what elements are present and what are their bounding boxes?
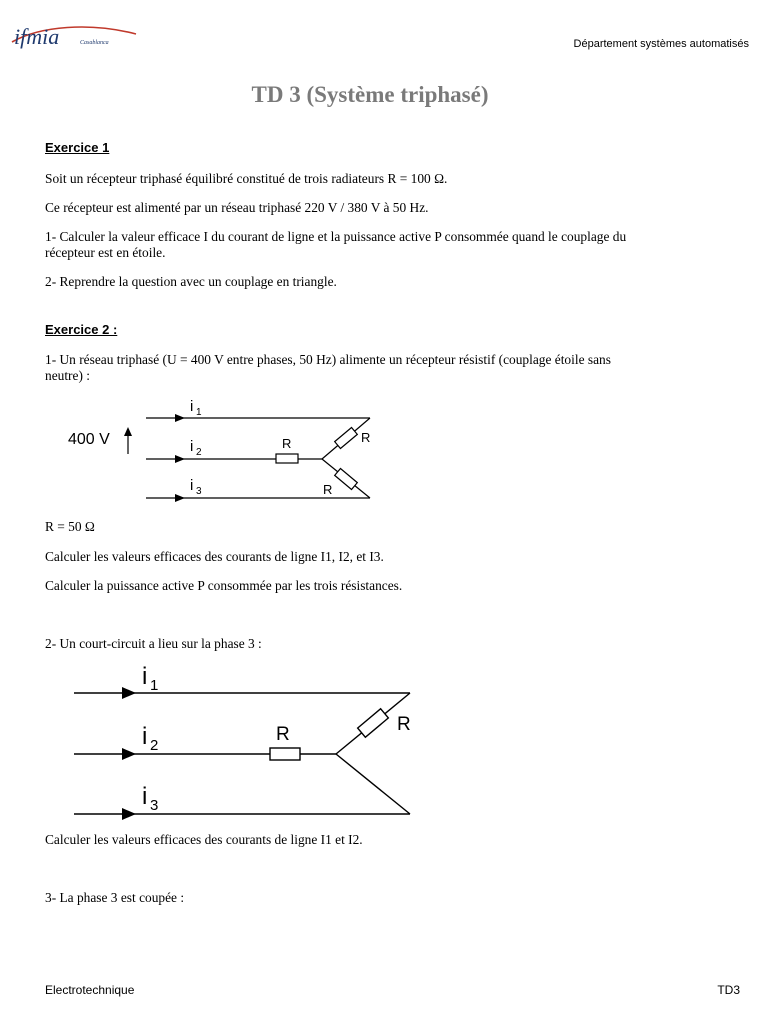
sc-resistor-top-label: R xyxy=(397,714,411,735)
footer-course: Electrotechnique xyxy=(45,983,135,997)
circuit-diagram-short-circuit xyxy=(70,658,430,820)
arrow-phase-3 xyxy=(175,494,185,502)
sc-current-i2-sub: 2 xyxy=(150,737,159,754)
sc-current-i1-sub: 1 xyxy=(150,677,159,694)
exercise2-currents2: Calculer les valeurs efficaces des courants de ligne I1 et I2. xyxy=(45,832,363,847)
exercise1-heading: Exercice 1 xyxy=(45,140,110,155)
resistor-top xyxy=(335,427,358,448)
exercise2-currents: Calculer les valeurs efficaces des courants de ligne I1, I2, et I3. xyxy=(45,549,384,564)
exercise1-q1-line2: récepteur est en étoile. xyxy=(45,245,166,260)
voltage-label: 400 V xyxy=(68,431,110,448)
exercise2-q2: 2- Un court-circuit a lieu sur la phase 3 : xyxy=(45,636,262,651)
logo-graphic xyxy=(10,20,140,54)
current-i2-sub: 2 xyxy=(196,447,202,458)
arrow-phase-1 xyxy=(175,414,185,422)
current-i1-sub: 1 xyxy=(196,407,202,418)
footer-doc-id: TD3 xyxy=(717,983,740,997)
current-i1-label: i xyxy=(190,398,194,415)
resistor-bottom xyxy=(335,468,358,489)
current-i3-label: i xyxy=(190,477,194,494)
exercise2-heading: Exercice 2 : xyxy=(45,322,118,337)
current-i3-sub: 3 xyxy=(196,486,202,497)
exercise1-q1-line1: 1- Calculer la valeur efficace I du courant de ligne et la puissance active P consommée quand le couplage du xyxy=(45,229,627,244)
resistor-top-group xyxy=(335,427,358,448)
circuit-diagram-short-circuit-svg xyxy=(70,658,430,820)
resistor-bottom-label: R xyxy=(323,482,333,497)
exercise1-p1: Soit un récepteur triphasé équilibré constitué de trois radiateurs R = 100 Ω. xyxy=(45,171,448,186)
exercise1-q2: 2- Reprendre la question avec un couplage en triangle. xyxy=(45,274,337,289)
exercise2-power: Calculer la puissance active P consommée par les trois résistances. xyxy=(45,578,403,593)
sc-branch-bottom xyxy=(336,754,410,814)
exercise1-p2: Ce récepteur est alimenté par un réseau triphasé 220 V / 380 V à 50 Hz. xyxy=(45,200,429,215)
sc-arrow-phase-3 xyxy=(122,808,136,820)
logo-text: ifmia xyxy=(14,24,60,49)
current-i2-label: i xyxy=(190,438,194,455)
resistor-phase-2-label: R xyxy=(282,436,292,451)
circuit-diagram-star xyxy=(60,392,390,508)
sc-resistor-phase-2-label: R xyxy=(276,724,290,745)
sc-resistor-top-group xyxy=(358,709,389,737)
sc-resistor-phase-2 xyxy=(270,748,300,760)
exercise2-q1-line1: 1- Un réseau triphasé (U = 400 V entre phases, 50 Hz) alimente un récepteur résistif (couplage étoile sans xyxy=(45,352,611,367)
sc-current-i3-sub: 3 xyxy=(150,797,159,814)
sc-arrow-phase-1 xyxy=(122,687,136,699)
sc-current-i1-label: i xyxy=(142,663,148,690)
ifmia-logo xyxy=(10,20,140,54)
circuit-diagram-star-svg xyxy=(60,392,390,508)
voltage-arrow-head xyxy=(124,427,132,436)
department-label: Département systèmes automatisés xyxy=(573,38,749,50)
sc-current-i3-label: i xyxy=(142,783,148,810)
logo-subtext: Casablanca xyxy=(80,40,109,46)
sc-arrow-phase-2 xyxy=(122,748,136,760)
resistor-top-label: R xyxy=(361,430,371,445)
sc-resistor-top xyxy=(358,709,389,737)
resistor-phase-2 xyxy=(276,454,298,463)
sc-current-i2-label: i xyxy=(142,723,148,750)
page-title: TD 3 (Système triphasé) xyxy=(251,82,489,107)
exercise2-q3: 3- La phase 3 est coupée : xyxy=(45,890,185,905)
resistor-bottom-group xyxy=(335,468,358,489)
exercise2-q1-line2: neutre) : xyxy=(45,368,90,383)
r-value: R = 50 Ω xyxy=(45,519,95,534)
arrow-phase-2 xyxy=(175,455,185,463)
